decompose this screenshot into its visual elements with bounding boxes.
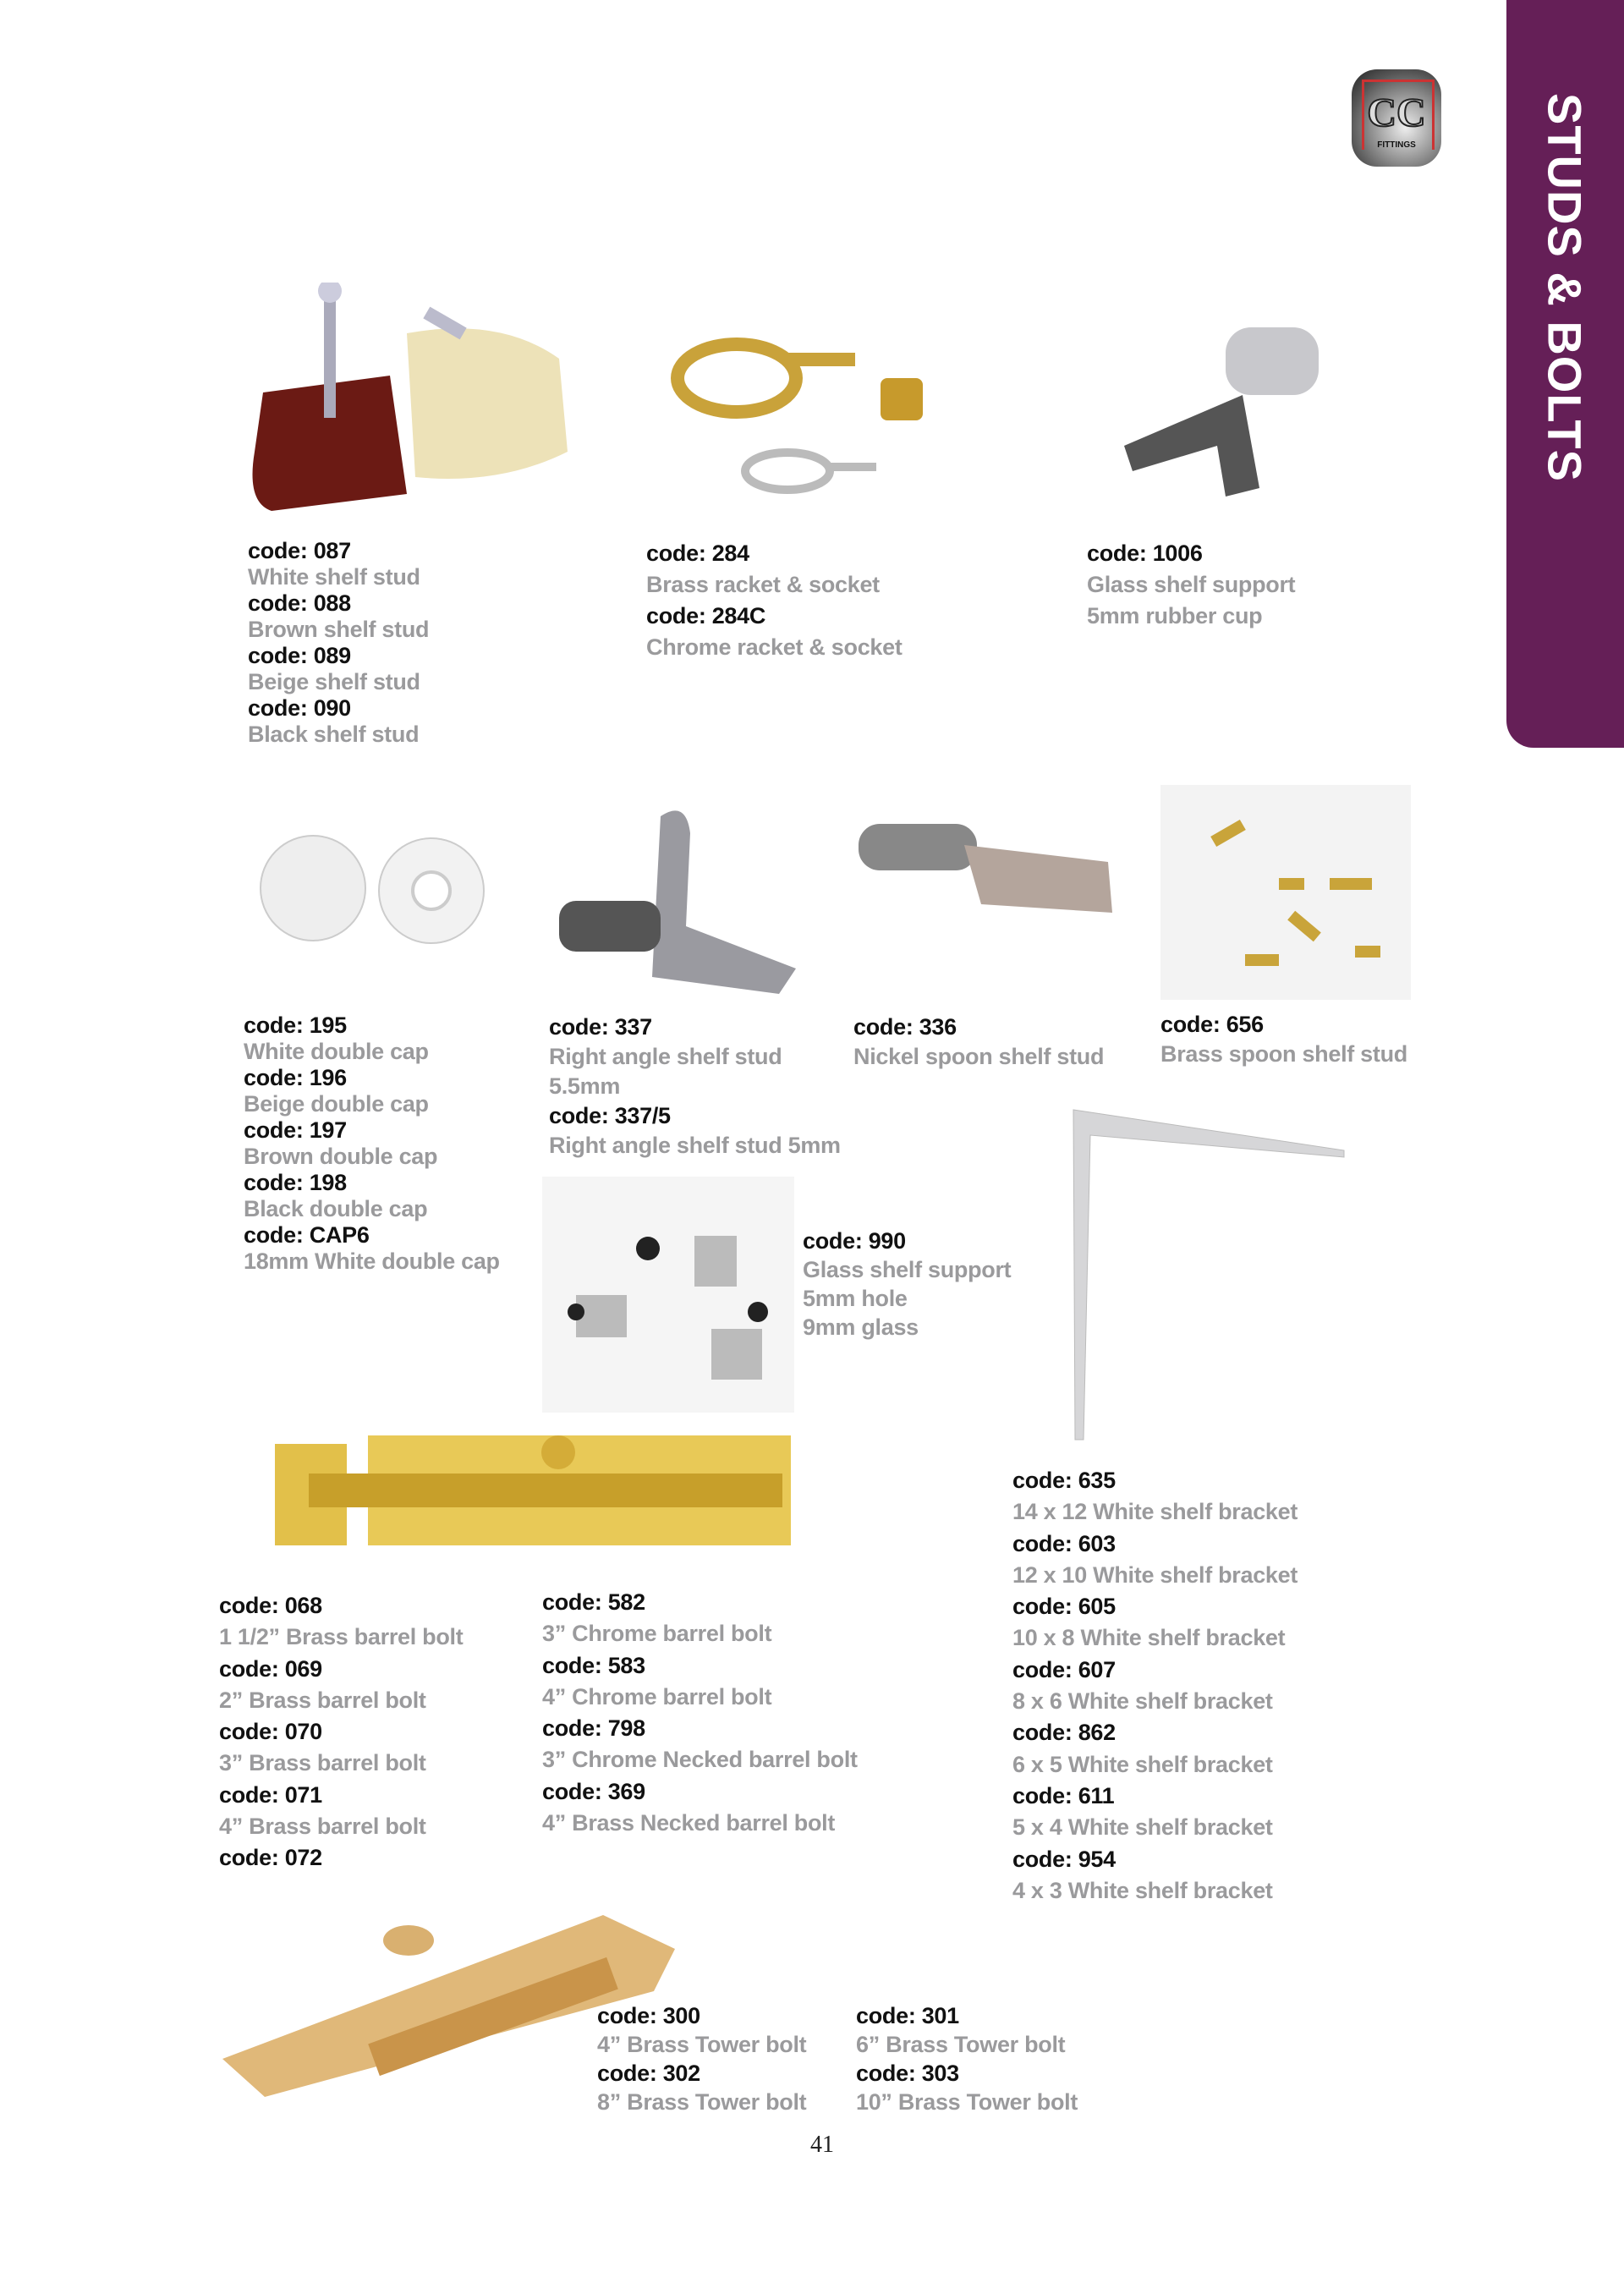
product-description: Brown double cap xyxy=(244,1144,438,1169)
product-description: 8 x 6 White shelf bracket xyxy=(1012,1688,1273,1715)
product-description: 6 x 5 White shelf bracket xyxy=(1012,1751,1273,1777)
product-code: code: 069 xyxy=(219,1655,322,1682)
product-code: code: 337 xyxy=(549,1014,652,1040)
product-description: 5mm rubber cup xyxy=(1087,603,1263,628)
product-description: 12 x 10 White shelf bracket xyxy=(1012,1561,1298,1588)
product-block xyxy=(853,1013,1104,1072)
product-code: code: 198 xyxy=(244,1170,347,1195)
brass-spoon-stud-image xyxy=(1160,785,1411,1000)
product-code: code: 656 xyxy=(1160,1012,1264,1037)
product-description: Brass racket & socket xyxy=(646,572,880,597)
product-code: code: 635 xyxy=(1012,1468,1116,1493)
product-code: code: 990 xyxy=(803,1228,906,1254)
section-title: STUDS & BOLTS xyxy=(1538,93,1592,482)
product-code: code: 088 xyxy=(248,590,351,616)
product-code: code: 582 xyxy=(542,1589,645,1615)
product-code: code: 303 xyxy=(856,2061,959,2086)
product-code: code: 284C xyxy=(646,603,766,628)
product-code: code: 603 xyxy=(1012,1530,1116,1556)
barrel-bolt-image xyxy=(275,1427,797,1557)
product-code: code: 070 xyxy=(219,1719,322,1745)
product-description: 2” Brass barrel bolt xyxy=(219,1687,426,1713)
product-description: Chrome racket & socket xyxy=(646,634,903,660)
product-code: code: 302 xyxy=(597,2061,700,2086)
racket-socket-image xyxy=(652,268,1014,529)
product-code: code: 301 xyxy=(856,2003,959,2028)
product-description: Right angle shelf stud 5mm xyxy=(549,1133,841,1158)
product-block xyxy=(646,538,903,663)
product-description: 3” Brass barrel bolt xyxy=(219,1750,426,1776)
glass-support-990-image xyxy=(542,1177,794,1413)
product-code: code: 798 xyxy=(542,1715,645,1742)
product-code: code: 337/5 xyxy=(549,1103,671,1128)
product-code: code: 300 xyxy=(597,2003,700,2028)
product-description: 4” Brass Tower bolt xyxy=(597,2032,807,2057)
product-code: code: 583 xyxy=(542,1652,645,1678)
product-code: code: 284 xyxy=(646,541,749,566)
product-code: code: 087 xyxy=(248,538,351,563)
product-description: Beige shelf stud xyxy=(248,669,420,694)
product-description: Right angle shelf stud xyxy=(549,1044,782,1069)
product-block xyxy=(542,1587,858,1839)
product-block xyxy=(1087,538,1295,632)
shelf-stud-image xyxy=(246,283,572,514)
logo-sub: FITTINGS xyxy=(1377,140,1416,150)
product-code: code: 369 xyxy=(542,1778,645,1804)
product-description: 8” Brass Tower bolt xyxy=(597,2089,807,2115)
product-description: 4” Brass Necked barrel bolt xyxy=(542,1810,836,1836)
product-code: code: 090 xyxy=(248,695,351,721)
product-code: code: 954 xyxy=(1012,1846,1116,1872)
product-description: 5.5mm xyxy=(549,1073,621,1099)
right-angle-stud-image xyxy=(551,799,797,1002)
product-description: Glass shelf support xyxy=(1087,572,1296,597)
product-block xyxy=(1160,1010,1407,1069)
product-code: code: 196 xyxy=(244,1065,347,1090)
product-code: code: 089 xyxy=(248,643,351,668)
product-code: code: 068 xyxy=(219,1593,322,1618)
product-description: Beige double cap xyxy=(244,1091,429,1117)
product-description: 3” Chrome Necked barrel bolt xyxy=(542,1747,858,1773)
product-code: code: 071 xyxy=(219,1781,322,1808)
product-description: 1 1/2” Brass barrel bolt xyxy=(219,1624,464,1650)
product-description: Black shelf stud xyxy=(248,722,420,747)
product-block xyxy=(1012,1465,1298,1907)
product-description: 9mm glass xyxy=(803,1314,919,1340)
product-code: code: 611 xyxy=(1012,1782,1115,1808)
product-description: Nickel spoon shelf stud xyxy=(853,1044,1105,1069)
product-description: 10 x 8 White shelf bracket xyxy=(1012,1625,1286,1651)
product-description: White shelf stud xyxy=(248,564,420,590)
glass-shelf-support-image xyxy=(1116,319,1333,508)
product-code: code: 607 xyxy=(1012,1656,1116,1682)
product-code: code: 862 xyxy=(1012,1720,1116,1746)
product-description: 5 x 4 White shelf bracket xyxy=(1012,1814,1273,1841)
product-description: Brass spoon shelf stud xyxy=(1160,1041,1407,1067)
shelf-bracket-image xyxy=(1065,1101,1347,1449)
product-description: Brown shelf stud xyxy=(248,617,430,642)
product-description: 4” Brass barrel bolt xyxy=(219,1814,426,1840)
page-number: 41 xyxy=(810,2132,834,2158)
cc-fittings-logo xyxy=(1352,69,1441,167)
double-cap-image xyxy=(254,833,493,949)
product-description: Black double cap xyxy=(244,1196,428,1221)
product-block xyxy=(248,538,429,748)
product-description: 5mm hole xyxy=(803,1286,908,1311)
product-description: 18mm White double cap xyxy=(244,1249,500,1274)
product-description: White double cap xyxy=(244,1039,429,1064)
product-block xyxy=(803,1227,1011,1342)
product-block xyxy=(244,1013,500,1275)
logo-main: CC xyxy=(1367,91,1426,135)
product-description: 14 x 12 White shelf bracket xyxy=(1012,1499,1298,1525)
product-block xyxy=(856,2001,1078,2116)
product-description: 3” Chrome barrel bolt xyxy=(542,1621,772,1647)
product-block xyxy=(219,1590,463,1874)
nickel-spoon-stud-image xyxy=(854,811,1115,949)
product-description: 4” Chrome barrel bolt xyxy=(542,1683,772,1709)
product-code: code: 1006 xyxy=(1087,541,1203,566)
product-code: code: 072 xyxy=(219,1845,322,1871)
product-code: code: CAP6 xyxy=(244,1222,370,1248)
product-description: 6” Brass Tower bolt xyxy=(856,2032,1066,2057)
product-description: 4 x 3 White shelf bracket xyxy=(1012,1877,1273,1903)
product-code: code: 195 xyxy=(244,1013,347,1038)
product-code: code: 197 xyxy=(244,1117,347,1143)
product-block xyxy=(597,2001,806,2116)
product-description: 10” Brass Tower bolt xyxy=(856,2089,1078,2115)
product-code: code: 336 xyxy=(853,1014,957,1040)
product-code: code: 605 xyxy=(1012,1594,1116,1620)
product-block xyxy=(549,1013,841,1161)
product-description: Glass shelf support xyxy=(803,1257,1012,1282)
